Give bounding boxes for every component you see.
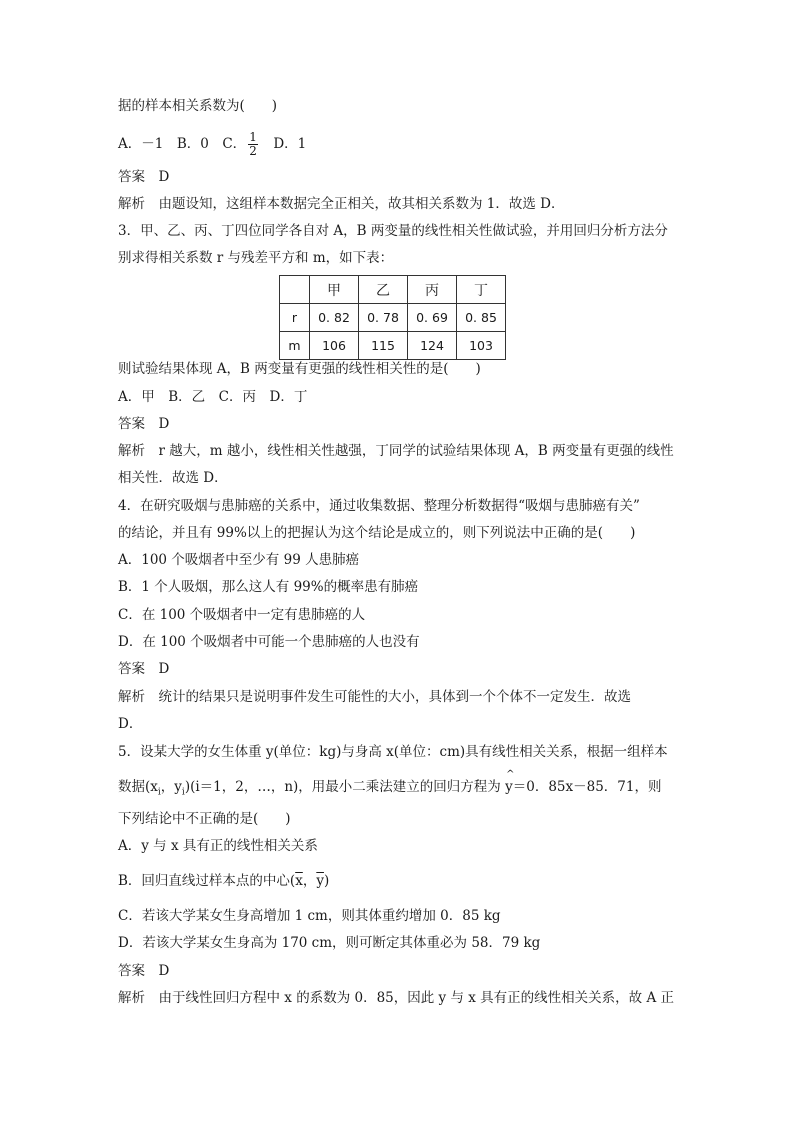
table-header-yi: 乙 — [359, 276, 408, 304]
subscript-i: i — [157, 787, 161, 798]
q5-option-b-part: ， — [302, 873, 317, 889]
q3-options: A．甲 B．乙 C．丙 D．丁 — [118, 389, 308, 405]
q5-option-b-part: B．回归直线过样本点的中心( — [118, 873, 296, 889]
table-cell: 0. 82 — [310, 304, 359, 332]
x-bar-symbol: $\overline{x}$ — [295, 873, 303, 889]
q2-options — [118, 131, 306, 158]
q3-stem-line1: 3．甲、乙、丙、丁四位同学各自对 A，B 两变量的线性相关性做试验，并用回归分析方法分 — [118, 223, 668, 239]
q2-stem-tail: 据的样本相关系数为( ) — [118, 98, 278, 114]
q4-option-a: A．100 个吸烟者中至少有 99 人患肺癌 — [118, 552, 360, 568]
q3-analysis-line2: 相关性．故选 D． — [118, 470, 228, 486]
q4-answer: 答案 D — [118, 661, 170, 677]
q3-answer: 答案 D — [118, 416, 170, 432]
q5-option-a: A．y 与 x 具有正的线性相关关系 — [118, 838, 318, 854]
q5-analysis-line1: 解析 由于线性回归方程中 x 的系数为 0．85，因此 y 与 x 具有正的线性相关关系，故 A 正 — [118, 990, 674, 1006]
table-cell: 103 — [457, 332, 506, 360]
table-row-r — [280, 304, 506, 332]
q2-options-prefix: A．－1 B．0 C． — [118, 136, 247, 152]
q5-stem-part: 数据(x — [118, 779, 158, 795]
q4-option-c: C．在 100 个吸烟者中一定有患肺癌的人 — [118, 607, 366, 623]
table-cell: 0. 85 — [457, 304, 506, 332]
q2-fraction — [248, 131, 258, 158]
q5-stem-line3: 下列结论中不正确的是( ) — [118, 811, 291, 827]
q3-analysis-line1: 解析 r 越大，m 越小，线性相关性越强，丁同学的试验结果体现 A，B 两变量有更强的线性 — [118, 443, 674, 459]
q5-stem-part: ＝0．85x－85．71，则 — [512, 779, 662, 795]
q5-option-d: D．若该大学某女生身高为 170 cm，则可断定其体重必为 58．79 kg — [118, 935, 541, 951]
q4-analysis-line2: D． — [118, 716, 143, 732]
table-cell — [280, 276, 310, 304]
table-header-bing: 丙 — [408, 276, 457, 304]
q5-stem-part: ，y — [160, 779, 182, 795]
q5-option-b-part: ) — [323, 873, 330, 889]
q3-question: 则试验结果体现 A，B 两变量有更强的线性相关性的是( ) — [118, 361, 481, 377]
table-cell: 115 — [359, 332, 408, 360]
y-hat-symbol: ^ y — [505, 777, 513, 797]
q4-analysis-line1: 解析 统计的结果只是说明事件发生可能性的大小，具体到一个个体不一定发生．故选 — [118, 689, 631, 705]
table-row-m — [280, 332, 506, 360]
q5-option-b — [118, 871, 329, 891]
q3-data-table — [279, 275, 506, 360]
q4-option-b: B．1 个人吸烟，那么这人有 99%的概率患有肺癌 — [118, 579, 419, 595]
q5-stem-line1: 5．设某大学的女生体重 y(单位：kg)与身高 x(单位：cm)具有线性相关关系，根据一组样本 — [118, 744, 668, 760]
table-header-ding: 丁 — [457, 276, 506, 304]
fraction-numerator: 1 — [249, 130, 257, 144]
q3-stem-line2: 别求得相关系数 r 与残差平方和 m，如下表： — [118, 250, 394, 266]
q2-analysis: 解析 由题设知，这组样本数据完全正相关，故其相关系数为 1．故选 D． — [118, 196, 565, 212]
table-header-row — [280, 276, 506, 304]
q4-stem-line2: 的结论，并且有 99%以上的把握认为这个结论是成立的，则下列说法中正确的是( ) — [118, 525, 636, 541]
table-cell: 0. 78 — [359, 304, 408, 332]
table-row-label: r — [280, 304, 310, 332]
table-cell: 106 — [310, 332, 359, 360]
q5-answer: 答案 D — [118, 963, 170, 979]
q5-stem-line2 — [118, 777, 662, 803]
q5-stem-part: )(i＝1，2，…，n)，用最小二乘法建立的回归方程为 — [184, 779, 506, 795]
q2-answer: 答案 D — [118, 169, 170, 185]
q4-option-d: D．在 100 个吸烟者中可能一个患肺癌的人也没有 — [118, 634, 420, 650]
q5-option-c: C．若该大学某女生身高增加 1 cm，则其体重约增加 0．85 kg — [118, 908, 501, 924]
table-row-label: m — [280, 332, 310, 360]
table-cell: 124 — [408, 332, 457, 360]
q2-options-suffix: D．1 — [259, 136, 307, 152]
q4-stem-line1: 4．在研究吸烟与患肺癌的关系中，通过收集数据、整理分析数据得“吸烟与患肺癌有关” — [118, 498, 640, 514]
table-header-jia: 甲 — [310, 276, 359, 304]
subscript-i: i — [181, 787, 185, 798]
y-bar-symbol: $\overline{y}$ — [316, 873, 324, 889]
table-cell: 0. 69 — [408, 304, 457, 332]
fraction-denominator: 2 — [249, 144, 257, 158]
